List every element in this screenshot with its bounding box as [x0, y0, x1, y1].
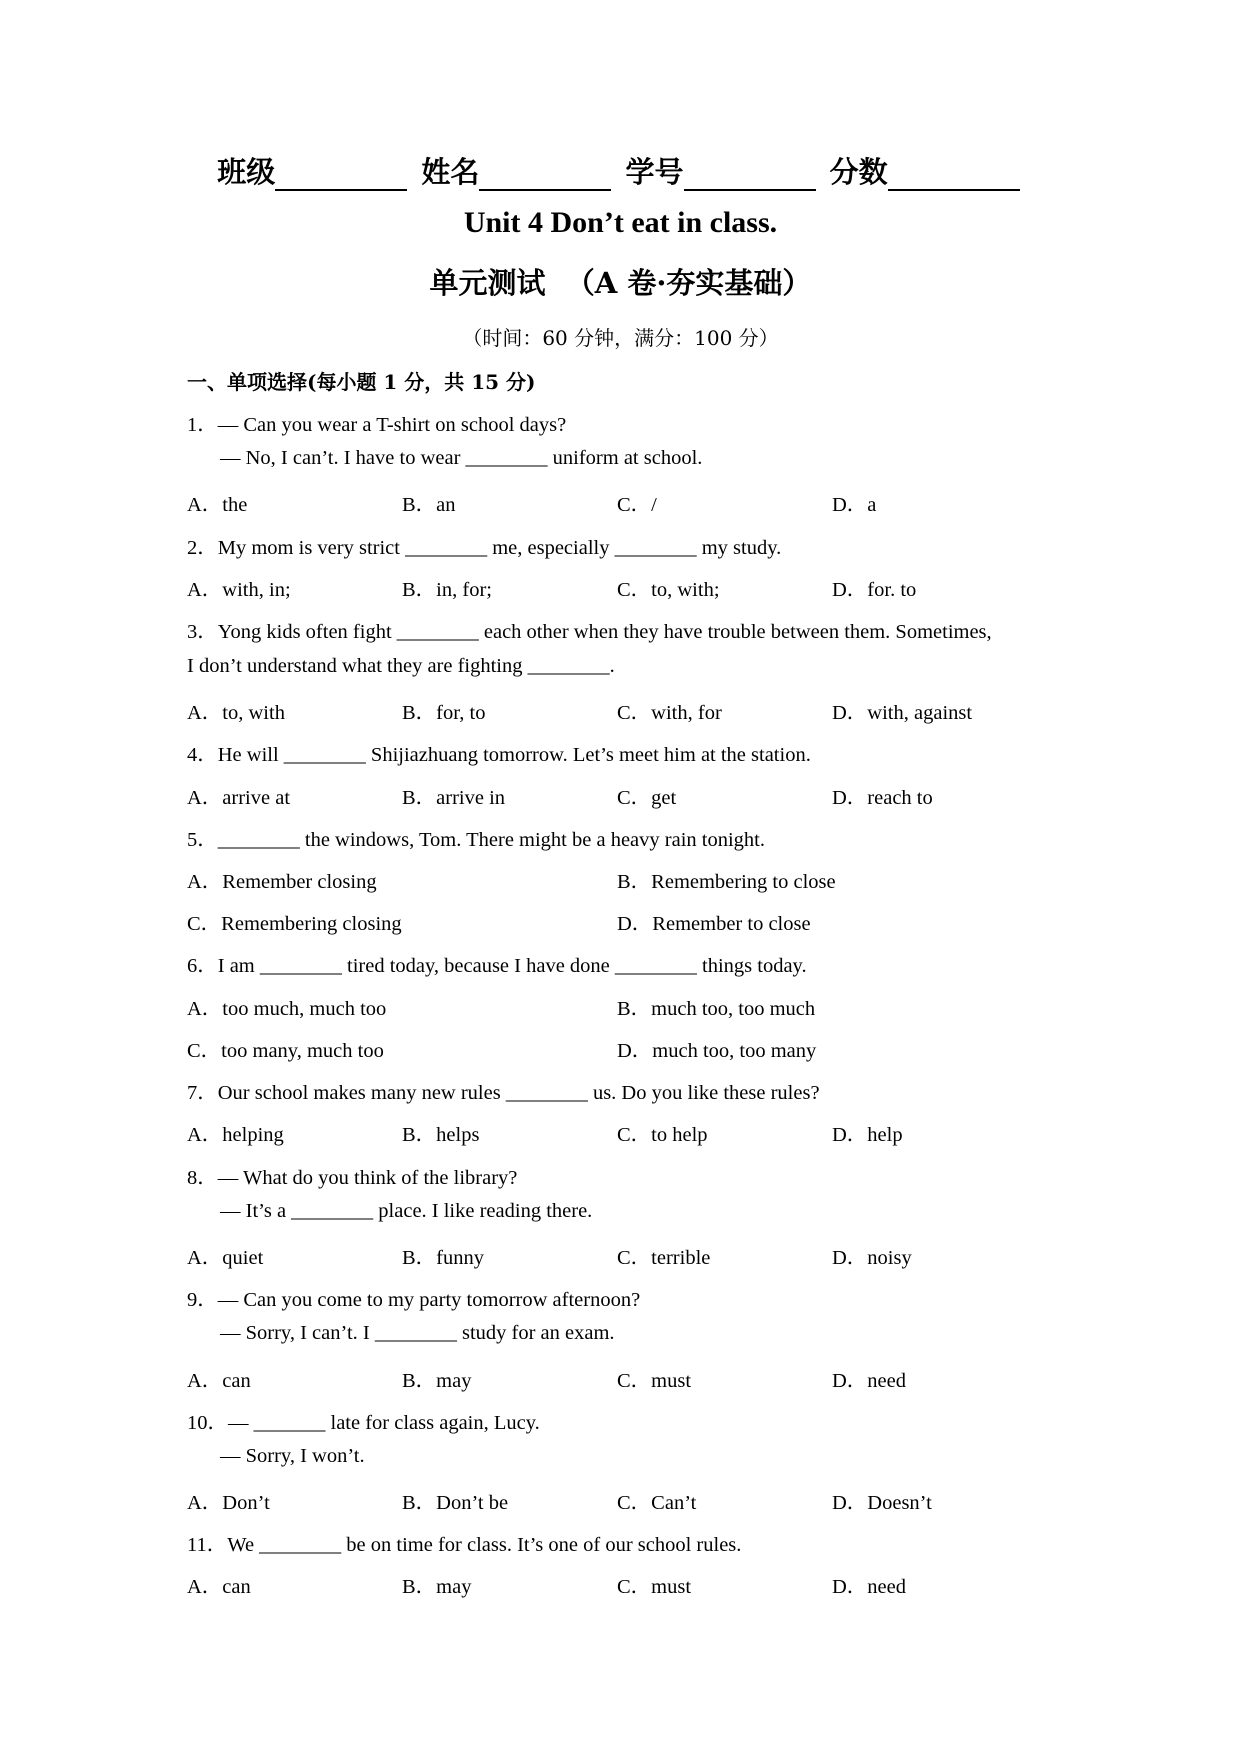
question-10-stem: 10．— _______ late for class again, Lucy. — [187, 1412, 540, 1434]
question-11-option-d: D．need — [832, 1576, 907, 1598]
question-9-option-a: A．can — [187, 1370, 251, 1392]
question-10-option-d: D．Doesn’t — [832, 1492, 932, 1514]
question-11-option-b: B．may — [402, 1576, 472, 1598]
question-10-option-a: A．Don’t — [187, 1492, 270, 1514]
question-8-option-d: D．noisy — [832, 1247, 912, 1269]
question-8-option-a: A．quiet — [187, 1247, 264, 1269]
class-blank — [275, 159, 407, 191]
student-id-field — [626, 150, 820, 191]
question-1-option-a: A．the — [187, 494, 248, 516]
question-9-stem: 9．— Can you come to my party tomorrow afternoon? — [187, 1289, 641, 1311]
question-2-stem: 2．My mom is very strict ________ me, especially ________ my study. — [187, 537, 782, 559]
question-3-option-b: B．for, to — [402, 702, 486, 724]
question-1-stem: 1．— Can you wear a T-shirt on school days? — [187, 414, 567, 436]
question-9-reply: — Sorry, I can’t. I ________ study for an exam. — [220, 1322, 615, 1344]
name-field — [421, 150, 615, 191]
question-2-option-a: A．with, in; — [187, 579, 291, 601]
question-7-option-a: A．helping — [187, 1124, 284, 1146]
question-7-option-d: D．help — [832, 1124, 903, 1146]
question-6-option-b: B．much too, too much — [617, 998, 816, 1020]
question-8-reply: — It’s a ________ place. I like reading there. — [220, 1200, 593, 1222]
question-9-option-b: B．may — [402, 1370, 472, 1392]
question-4-option-a: A．arrive at — [187, 787, 291, 809]
question-5-option-d: D．Remember to close — [617, 913, 811, 935]
question-11-option-c: C．must — [617, 1576, 692, 1598]
question-10-option-c: C．Can’t — [617, 1492, 697, 1514]
question-9-option-c: C．must — [617, 1370, 692, 1392]
question-9-option-d: D．need — [832, 1370, 907, 1392]
question-11-option-a: A．can — [187, 1576, 251, 1598]
question-1-option-d: D．a — [832, 494, 877, 516]
student-info-fields — [0, 150, 1241, 191]
score-blank — [888, 159, 1020, 191]
score-field — [830, 150, 1024, 191]
question-2-option-c: C．to, with; — [617, 579, 720, 601]
question-5-stem: 5．________ the windows, Tom. There might be a heavy rain tonight. — [187, 829, 765, 851]
question-1-reply: — No, I can’t. I have to wear ________ uniform at school. — [220, 447, 703, 469]
question-7-stem: 7．Our school makes many new rules ________ us. Do you like these rules? — [187, 1082, 820, 1104]
question-5-option-a: A．Remember closing — [187, 871, 377, 893]
class-label: 班级 — [217, 155, 276, 189]
student-id-blank — [684, 159, 816, 191]
name-label: 姓名 — [421, 155, 480, 189]
question-4-option-d: D．reach to — [832, 787, 933, 809]
question-3-option-c: C．with, for — [617, 702, 722, 724]
class-field — [217, 150, 411, 191]
student-id-label: 学号 — [625, 155, 684, 189]
section-title: 一、单项选择(每小题 1 分，共 15 分) — [187, 370, 536, 394]
question-3-stem: 3．Yong kids often fight ________ each other when they have trouble between them. Sometimes, — [187, 621, 992, 643]
question-7-option-c: C．to help — [617, 1124, 708, 1146]
question-4-option-b: B．arrive in — [402, 787, 506, 809]
time-score-info: （时间：60 分钟，满分：100 分） — [462, 326, 779, 350]
question-1-option-c: C．/ — [617, 494, 657, 516]
question-3-option-d: D．with, against — [832, 702, 973, 724]
question-8-option-c: C．terrible — [617, 1247, 711, 1269]
question-6-option-c: C．too many, much too — [187, 1040, 384, 1062]
unit-title: Unit 4 Don’t eat in class. — [463, 206, 778, 239]
question-6-option-a: A．too much, much too — [187, 998, 387, 1020]
question-8-option-b: B．funny — [402, 1247, 484, 1269]
score-label: 分数 — [829, 155, 888, 189]
question-5-option-b: B．Remembering to close — [617, 871, 836, 893]
question-3-option-a: A．to, with — [187, 702, 285, 724]
question-6-option-d: D．much too, too many — [617, 1040, 817, 1062]
question-7-option-b: B．helps — [402, 1124, 480, 1146]
question-5-option-c: C．Remembering closing — [187, 913, 402, 935]
question-4-option-c: C．get — [617, 787, 677, 809]
question-1-option-b: B．an — [402, 494, 456, 516]
question-6-stem: 6．I am ________ tired today, because I have done ________ things today. — [187, 955, 807, 977]
question-10-reply: — Sorry, I won’t. — [220, 1445, 365, 1467]
question-2-option-d: D．for. to — [832, 579, 917, 601]
question-8-stem: 8．— What do you think of the library? — [187, 1167, 518, 1189]
question-4-stem: 4．He will ________ Shijiazhuang tomorrow. Let’s meet him at the station. — [187, 744, 811, 766]
name-blank — [479, 159, 611, 191]
question-2-option-b: B．in, for; — [402, 579, 492, 601]
question-3-stem-continued: I don’t understand what they are fighting ________. — [187, 655, 615, 677]
question-10-option-b: B．Don’t be — [402, 1492, 509, 1514]
test-subtitle: 单元测试 （A 卷·夯实基础） — [429, 266, 812, 300]
question-11-stem: 11．We ________ be on time for class. It’s one of our school rules. — [187, 1534, 742, 1556]
